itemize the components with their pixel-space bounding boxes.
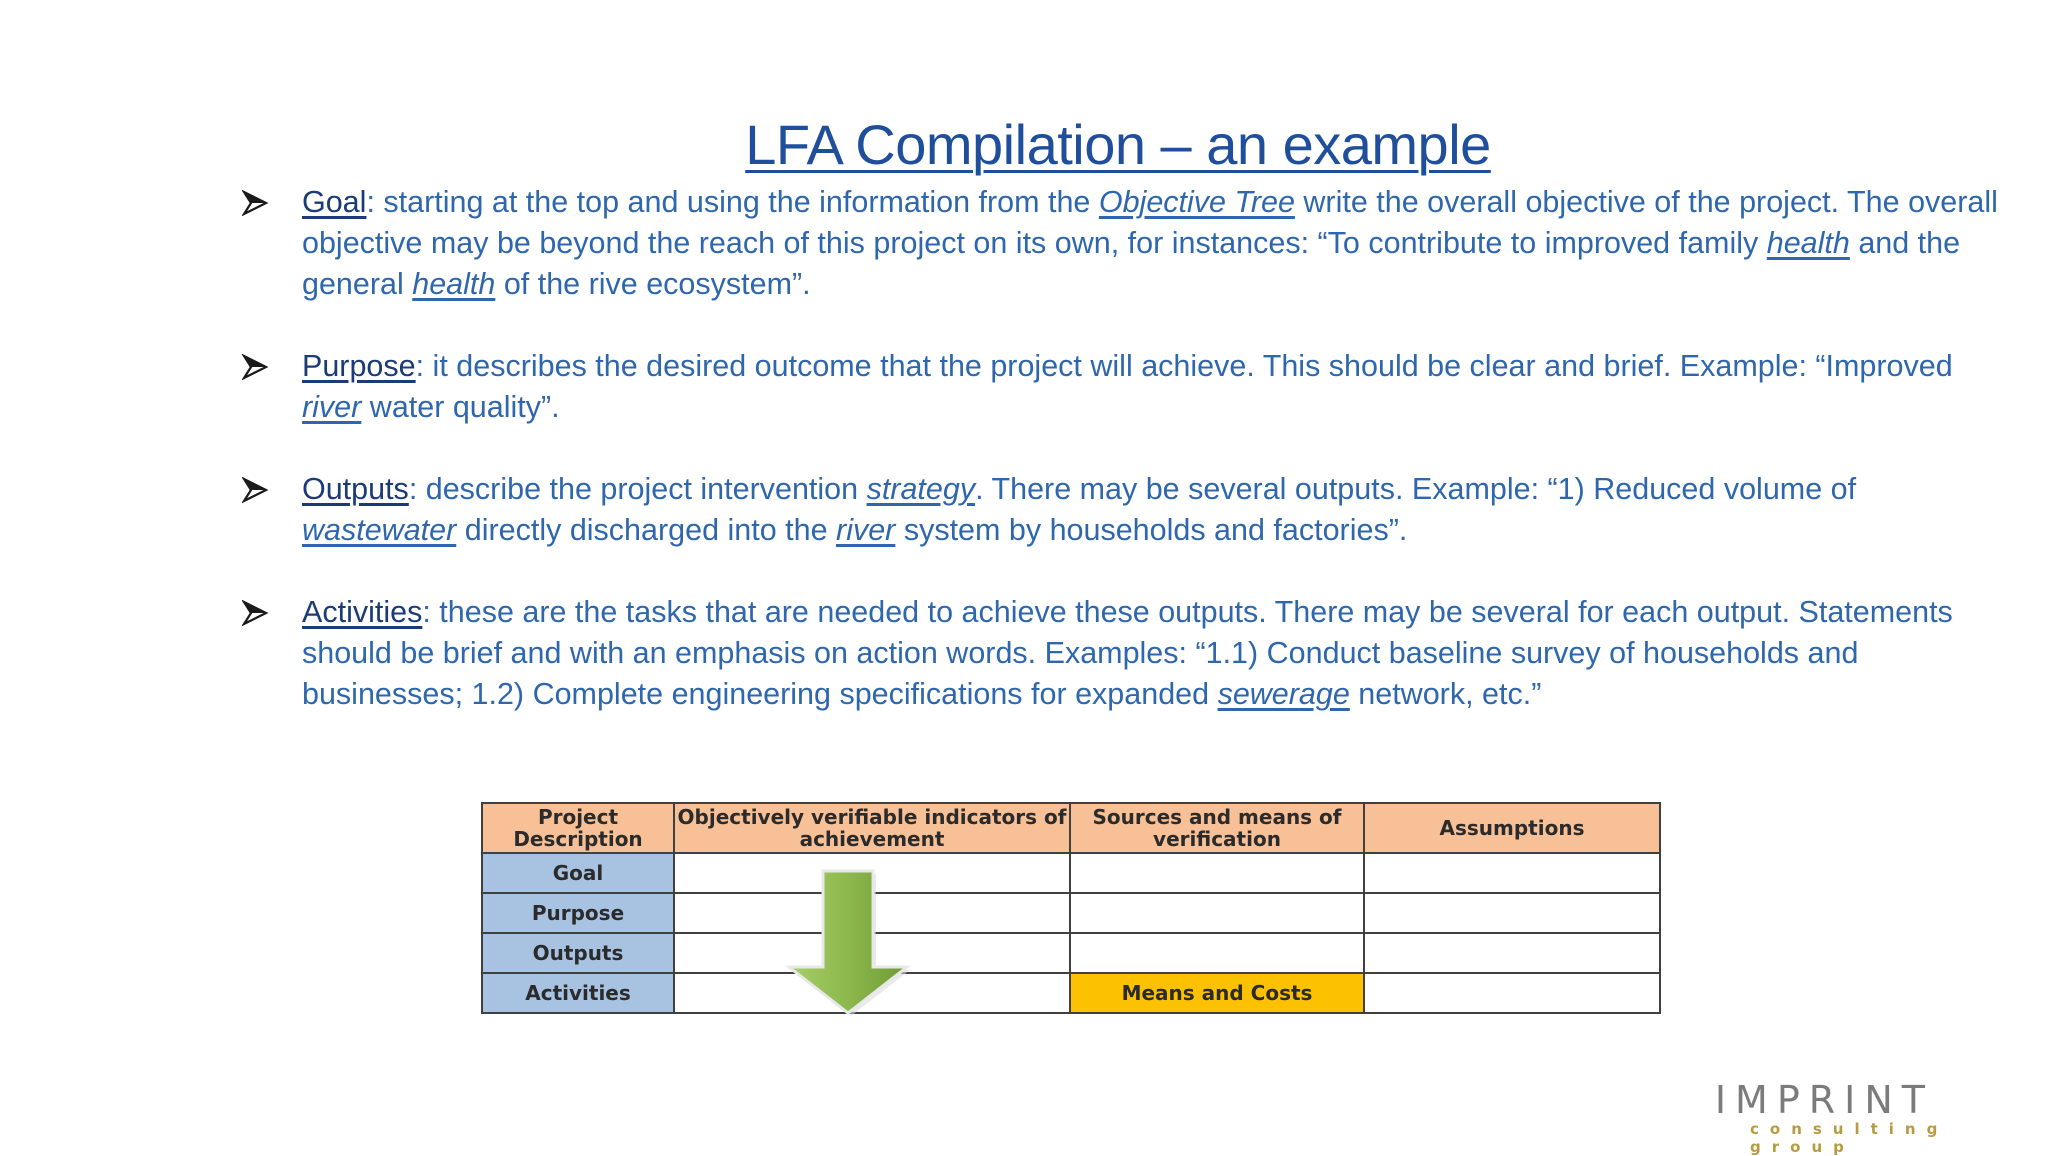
link-objective-tree[interactable]: Objective Tree [1098, 185, 1295, 219]
table-cell [1070, 853, 1364, 893]
link-health[interactable]: health [412, 267, 496, 301]
table-cell [1070, 933, 1364, 973]
means-and-costs-cell: Means and Costs [1070, 973, 1364, 1013]
lfa-matrix-table [481, 802, 1661, 1014]
row-outputs: Outputs [482, 933, 674, 973]
bullet-text: system by households and factories”. [895, 513, 1408, 547]
link-health[interactable]: health [1766, 226, 1850, 260]
bullet-text: : starting at the top and using the information from the [366, 185, 1099, 219]
table-cell [674, 973, 1070, 1013]
row-purpose: Purpose [482, 893, 674, 933]
bullet-text: directly discharged into the [456, 513, 837, 547]
header-assumptions: Assumptions [1364, 803, 1660, 853]
term-activities: Activities [302, 595, 423, 629]
header-project-description: Project Description [482, 803, 674, 853]
bullet-text: : describe the project intervention [408, 472, 867, 506]
logo-tagline: consulting group [1750, 1120, 1949, 1156]
arrowhead-bullet-icon [242, 190, 268, 216]
lfa-matrix-image [481, 802, 1659, 1012]
logo-wordmark: IMPRINT [1714, 1078, 1934, 1122]
table-cell [674, 933, 1070, 973]
bullet-text: and the general [302, 226, 1961, 301]
bullet-text: : it describes the desired outcome that the project will achieve. This should be clear and brief. Example: “Improved [415, 349, 1953, 383]
table-cell [1364, 973, 1660, 1013]
link-river[interactable]: river [302, 390, 362, 424]
table-cell [1364, 893, 1660, 933]
bullet-text: water quality”. [361, 390, 560, 424]
table-cell [1070, 893, 1364, 933]
bullet-goal [240, 182, 2000, 305]
arrowhead-bullet-icon [242, 600, 268, 626]
table-cell [1364, 853, 1660, 893]
imprint-logo [1714, 1078, 2030, 1156]
bullet-text: : these are the tasks that are needed to achieve these outputs. There may be several for each output. Statements should be brief and with an emphasis on action words. Examples: “1.1) Conduct baseline survey of households and businesses; 1.2) Complete engineering specifications for expanded [302, 595, 1953, 711]
header-sources: Sources and means of verification [1070, 803, 1364, 853]
table-cell [1364, 933, 1660, 973]
header-indicators: Objectively verifiable indicators of achievement [674, 803, 1070, 853]
arrowhead-bullet-icon [242, 354, 268, 380]
link-sewerage[interactable]: sewerage [1217, 677, 1350, 711]
bullet-activities [240, 592, 2000, 715]
bullet-text: write the overall objective of the project. The overall objective may be beyond the reach of this project on its own, for instances: “To contribute to improved family [302, 185, 1998, 260]
term-goal: Goal [302, 185, 367, 219]
link-river[interactable]: river [836, 513, 896, 547]
bullet-outputs [240, 469, 2000, 551]
term-outputs: Outputs [302, 472, 409, 506]
term-purpose: Purpose [302, 349, 416, 383]
bullet-text: of the rive ecosystem”. [495, 267, 811, 301]
bullet-list [240, 182, 2000, 756]
slide-title: LFA Compilation – an example [745, 113, 1491, 176]
link-strategy[interactable]: strategy [866, 472, 976, 506]
row-goal: Goal [482, 853, 674, 893]
link-wastewater[interactable]: wastewater [302, 513, 457, 547]
table-cell [674, 893, 1070, 933]
bullet-text: . There may be several outputs. Example: “1) Reduced volume of [975, 472, 1857, 506]
arrowhead-bullet-icon [242, 477, 268, 503]
table-cell [674, 853, 1070, 893]
bullet-text: network, etc.” [1349, 677, 1542, 711]
row-activities: Activities [482, 973, 674, 1013]
bullet-purpose [240, 346, 2000, 428]
